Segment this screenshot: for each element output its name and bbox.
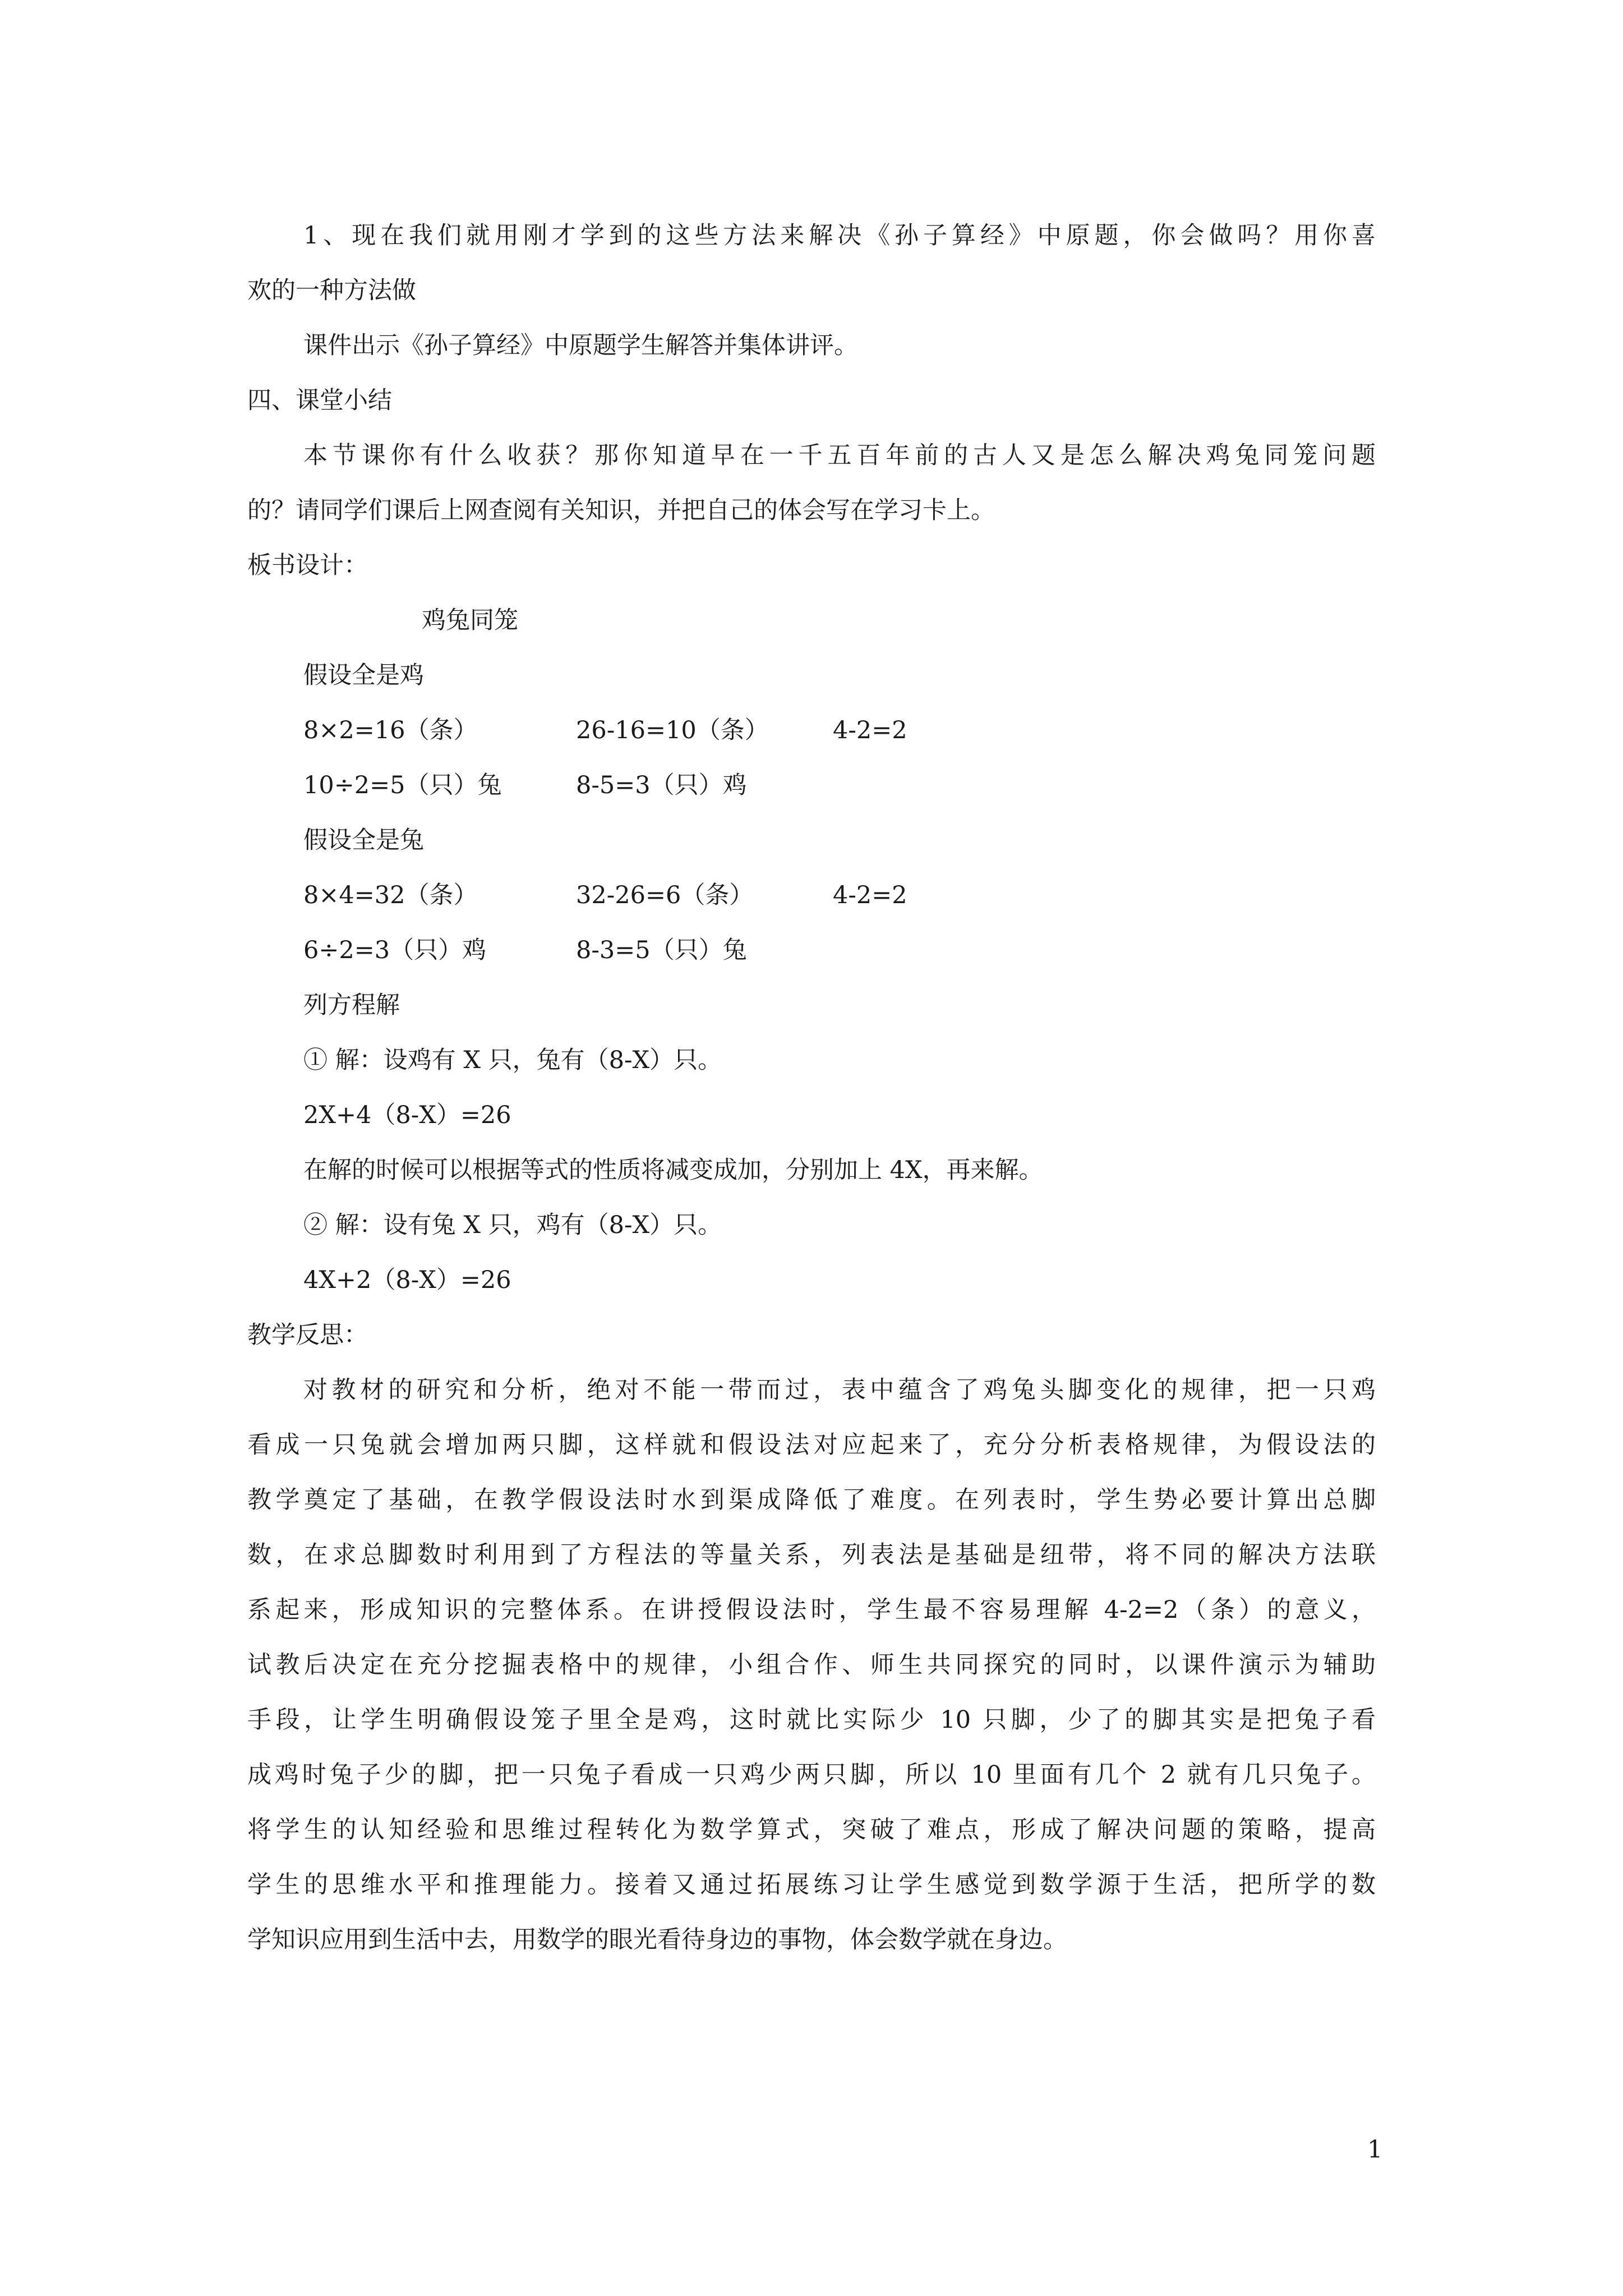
board-subheading: 列方程解	[303, 991, 400, 1019]
board-formula: 8×2=16（条）	[303, 716, 478, 744]
board-equation: 2X+4（8-X）=26	[303, 1101, 511, 1129]
board-formula: 8-5=3（只）鸡	[576, 771, 747, 799]
reflection-line: 成鸡时兔子少的脚，把一只兔子看成一只鸡少两只脚，所以 10 里面有几个 2 就有几只兔子。	[247, 1761, 1376, 1789]
board-equation: ① 解：设鸡有 X 只，兔有（8-X）只。	[303, 1046, 722, 1074]
board-formula: 8×4=32（条）	[303, 881, 478, 909]
reflection-line: 数，在求总脚数时利用到了方程法的等量关系，列表法是基础是纽带，将不同的解决方法联	[247, 1541, 1376, 1569]
board-equation: ② 解：设有兔 X 只，鸡有（8-X）只。	[303, 1211, 722, 1239]
board-subheading: 假设全是兔	[303, 826, 424, 854]
paragraph-line: 课件出示《孙子算经》中原题学生解答并集体讲评。	[303, 332, 858, 360]
board-title: 鸡兔同笼	[422, 606, 518, 634]
section-heading: 四、课堂小结	[247, 386, 392, 415]
board-subheading: 假设全是鸡	[303, 661, 424, 689]
section-heading: 板书设计：	[247, 551, 368, 579]
board-formula: 10÷2=5（只）兔	[303, 771, 502, 799]
reflection-line: 将学生的认知经验和思维过程转化为数学算式，突破了难点，形成了解决问题的策略，提高	[247, 1816, 1376, 1844]
board-formula: 26-16=10（条）	[576, 716, 769, 744]
board-formula: 8-3=5（只）兔	[576, 936, 747, 964]
section-heading: 教学反思：	[247, 1321, 368, 1349]
reflection-line: 试教后决定在充分挖掘表格中的规律，小组合作、师生共同探究的同时，以课件演示为辅助	[247, 1651, 1376, 1679]
paragraph-line: 1、现在我们就用刚才学到的这些方法来解决《孙子算经》中原题，你会做吗？用你喜	[303, 222, 1376, 250]
board-formula: 6÷2=3（只）鸡	[303, 936, 487, 964]
paragraph-line: 欢的一种方法做	[247, 277, 416, 305]
reflection-line: 系起来，形成知识的完整体系。在讲授假设法时，学生最不容易理解 4-2=2（条）的意义，	[247, 1596, 1376, 1624]
board-equation: 4X+2（8-X）=26	[303, 1266, 511, 1294]
page-number: 1	[1367, 2136, 1383, 2164]
reflection-line: 手段，让学生明确假设笼子里全是鸡，这时就比实际少 10 只脚，少了的脚其实是把兔子看	[247, 1706, 1376, 1734]
reflection-line: 学知识应用到生活中去，用数学的眼光看待身边的事物，体会数学就在身边。	[247, 1926, 1067, 1954]
paragraph-line: 本节课你有什么收获？那你知道早在一千五百年前的古人又是怎么解决鸡兔同笼问题	[303, 441, 1376, 470]
reflection-line: 学生的思维水平和推理能力。接着又通过拓展练习让学生感觉到数学源于生活，把所学的数	[247, 1871, 1376, 1899]
paragraph-line: 的？请同学们课后上网查阅有关知识，并把自己的体会写在学习卡上。	[247, 496, 995, 524]
board-note: 在解的时候可以根据等式的性质将减变成加，分别加上 4X，再来解。	[303, 1156, 1043, 1184]
reflection-line: 看成一只兔就会增加两只脚，这样就和假设法对应起来了，充分分析表格规律，为假设法的	[247, 1431, 1376, 1459]
board-formula: 32-26=6（条）	[576, 881, 754, 909]
board-formula: 4-2=2	[833, 716, 907, 744]
reflection-line: 教学奠定了基础，在教学假设法时水到渠成降低了难度。在列表时，学生势必要计算出总脚	[247, 1486, 1376, 1514]
reflection-line: 对教材的研究和分析，绝对不能一带而过，表中蕴含了鸡兔头脚变化的规律，把一只鸡	[303, 1376, 1376, 1404]
board-formula: 4-2=2	[833, 881, 907, 909]
